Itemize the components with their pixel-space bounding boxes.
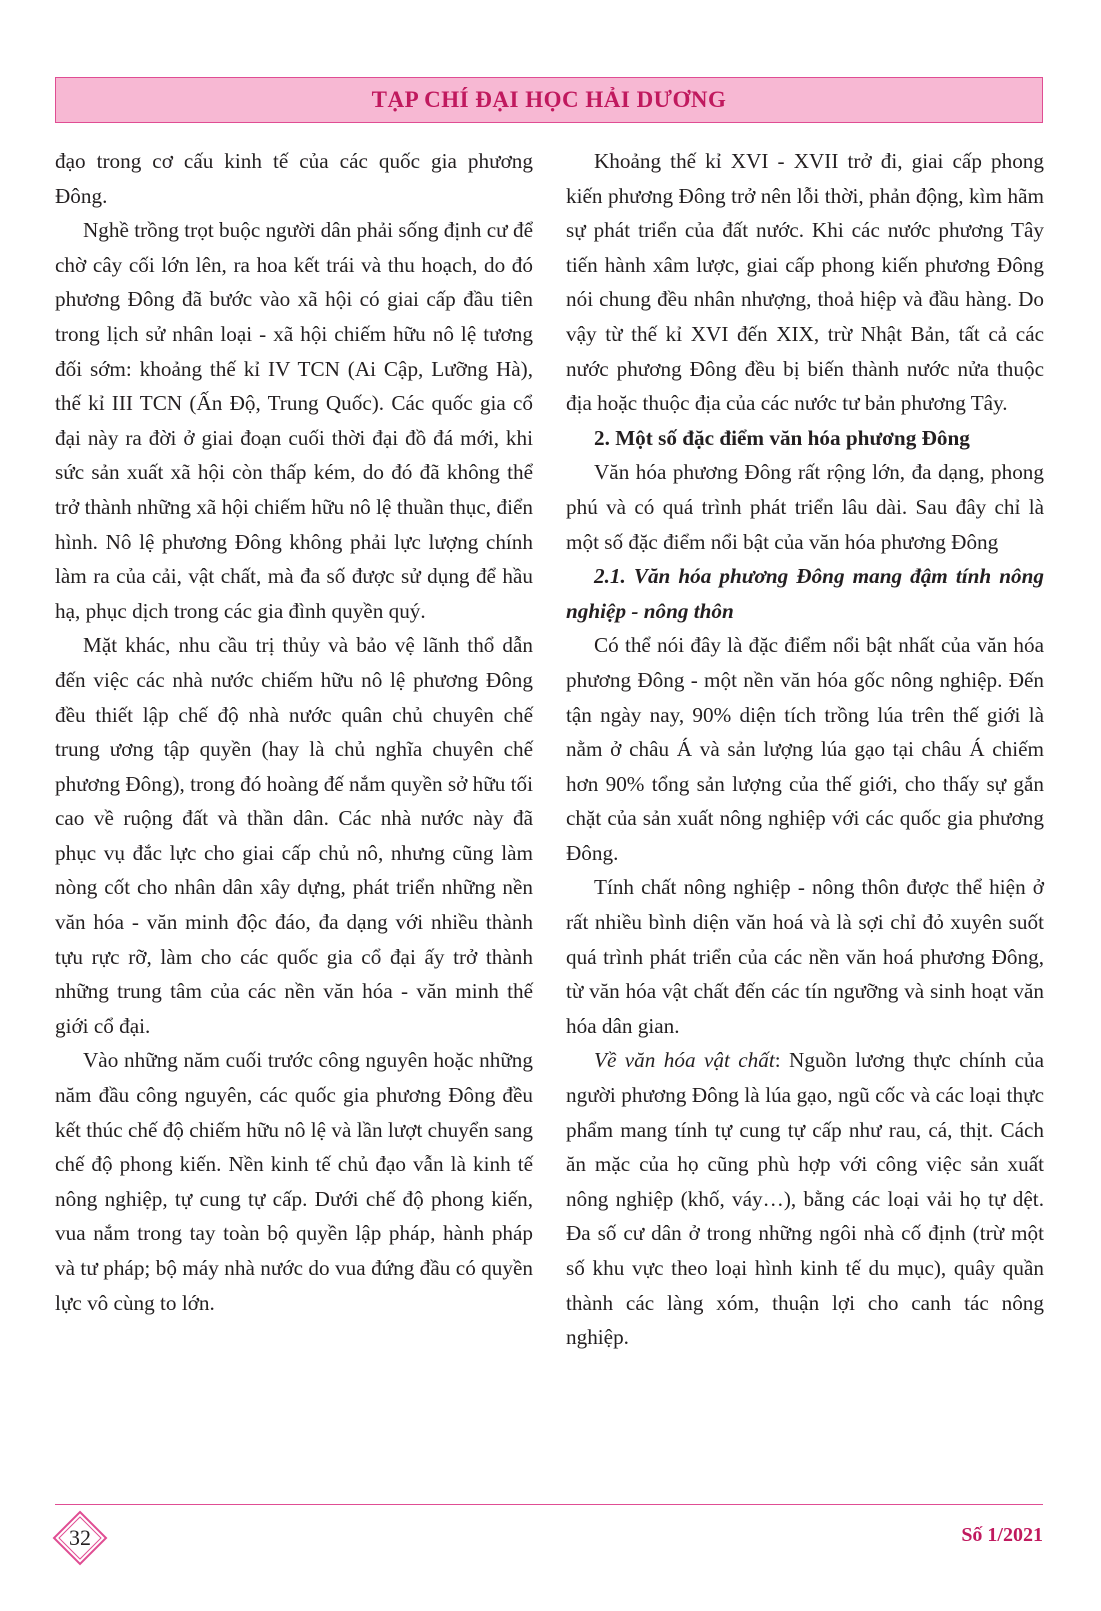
right-paragraph-5 [566,1043,1044,1354]
right-paragraph-3: Có thể nói đây là đặc điểm nổi bật nhất của văn hóa phương Đông - một nền văn hóa gốc nông nghiệp. Đến tận ngày nay, 90% diện tích trồng lúa trên thế giới là nằm ở châu Á và sản lượng lúa gạo tại châu Á chiếm hơn 90% tổng sản lượng của thế giới, cho thấy sự gắn chặt của sản xuất nông nghiệp với các quốc gia phương Đông. [566,633,1044,865]
subsection-heading-2-1: 2.1. Văn hóa phương Đông mang đậm tính nông nghiệp - nông thôn [566,564,1044,623]
left-paragraph-1: đạo trong cơ cấu kinh tế của các quốc gia phương Đông. [55,149,533,208]
journal-header-band [55,77,1043,123]
footer-rule [55,1504,1043,1505]
right-paragraph-1: Khoảng thế kỉ XVI - XVII trở đi, giai cấp phong kiến phương Đông trở nên lỗi thời, phản động, kìm hãm sự phát triển của đất nước. Khi các nước phương Tây tiến hành xâm lược, giai cấp phong kiến phương Đông nói chung đều nhân nhượng, thoả hiệp và đầu hàng. Do vậy từ thế kỉ XVI đến XIX, trừ Nhật Bản, tất cả các nước phương Đông đều bị biến thành nước nửa thuộc địa hoặc thuộc địa của các nước tư bản phương Tây. [566,149,1044,416]
right-paragraph-4: Tính chất nông nghiệp - nông thôn được thể hiện ở rất nhiều bình diện văn hoá và là sợi chỉ đỏ xuyên suốt quá trình phát triển của các nền văn hoá phương Đông, từ văn hóa vật chất đến các tín ngưỡng và sinh hoạt văn hóa dân gian. [566,875,1044,1038]
left-paragraph-2: Nghề trồng trọt buộc người dân phải sống định cư để chờ cây cối lớn lên, ra hoa kết trái và thu hoạch, do đó phương Đông đã bước vào xã hội có giai cấp đầu tiên trong lịch sử nhân loại - xã hội chiếm hữu nô lệ tương đối sớm: khoảng thế kỉ IV TCN (Ai Cập, Lưỡng Hà), thế kỉ III TCN (Ấn Độ, Trung Quốc). Các quốc gia cổ đại này ra đời ở giai đoạn cuối thời đại đồ đá mới, khi sức sản xuất xã hội còn thấp kém, do đó đã không thể trở thành những xã hội chiếm hữu nô lệ thuần thục, điển hình. Nô lệ phương Đông không phải lực lượng chính làm ra của cải, vật chất, mà đa số được sử dụng để hầu hạ, phục dịch trong các gia đình quyền quý. [55,218,533,623]
left-column [55,144,533,1320]
right-paragraph-2: Văn hóa phương Đông rất rộng lớn, đa dạng, phong phú và có quá trình phát triển lâu dài. Sau đây chỉ là một số đặc điểm nổi bật của văn hóa phương Đông [566,460,1044,554]
right-column [566,144,1044,1355]
journal-title: TẠP CHÍ ĐẠI HỌC HẢI DƯƠNG [371,87,727,112]
left-paragraph-4: Vào những năm cuối trước công nguyên hoặc những năm đầu công nguyên, các quốc gia phương Đông đều kết thúc chế độ chiếm hữu nô lệ và lần lượt chuyển sang chế độ phong kiến. Nền kinh tế chủ đạo vẫn là kinh tế nông nghiệp, tự cung tự cấp. Dưới chế độ phong kiến, vua nắm trong tay toàn bộ quyền lập pháp, hành pháp và tư pháp; bộ máy nhà nước do vua đứng đầu có quyền lực vô cùng to lớn. [55,1048,533,1315]
section-heading-2: 2. Một số đặc điểm văn hóa phương Đông [594,425,970,450]
left-paragraph-3: Mặt khác, nhu cầu trị thủy và bảo vệ lãnh thổ dẫn đến việc các nhà nước chiếm hữu nô lệ phương Đông đều thiết lập chế độ nhà nước quân chủ chuyên chế trung ương tập quyền (hay là chủ nghĩa chuyên chế phương Đông), trong đó hoàng đế nắm quyền sở hữu tối cao về ruộng đất và thần dân. Các nhà nước này đã phục vụ đắc lực cho giai cấp chủ nô, nhưng cũng làm nòng cốt cho nhân dân xây dựng, phát triển những nền văn hóa - văn minh độc đáo, đa dạng với nhiều thành tựu rực rỡ, làm cho các quốc gia cổ đại ấy trở thành những trung tâm của các nền văn hóa - văn minh thế giới cổ đại. [55,633,533,1038]
issue-label: Số 1/2021 [961,1524,1043,1546]
page-number: 32 [69,1525,91,1550]
material-culture-lead: Về văn hóa vật chất [594,1048,775,1073]
material-culture-text: : Nguồn lương thực chính của người phương Đông là lúa gạo, ngũ cốc và các loại thực phẩm mang tính tự cung tự cấp như rau, cá, thịt. Cách ăn mặc của họ cũng phù hợp với công việc sản xuất nông nghiệp (khố, váy…), bằng các loại vải họ tự dệt. Đa số cư dân ở trong những ngôi nhà cố định (trừ một số khu vực theo loại hình kinh tế du mục), quây quần thành các làng xóm, thuận lợi cho canh tác nông nghiệp. [566,1048,1044,1350]
